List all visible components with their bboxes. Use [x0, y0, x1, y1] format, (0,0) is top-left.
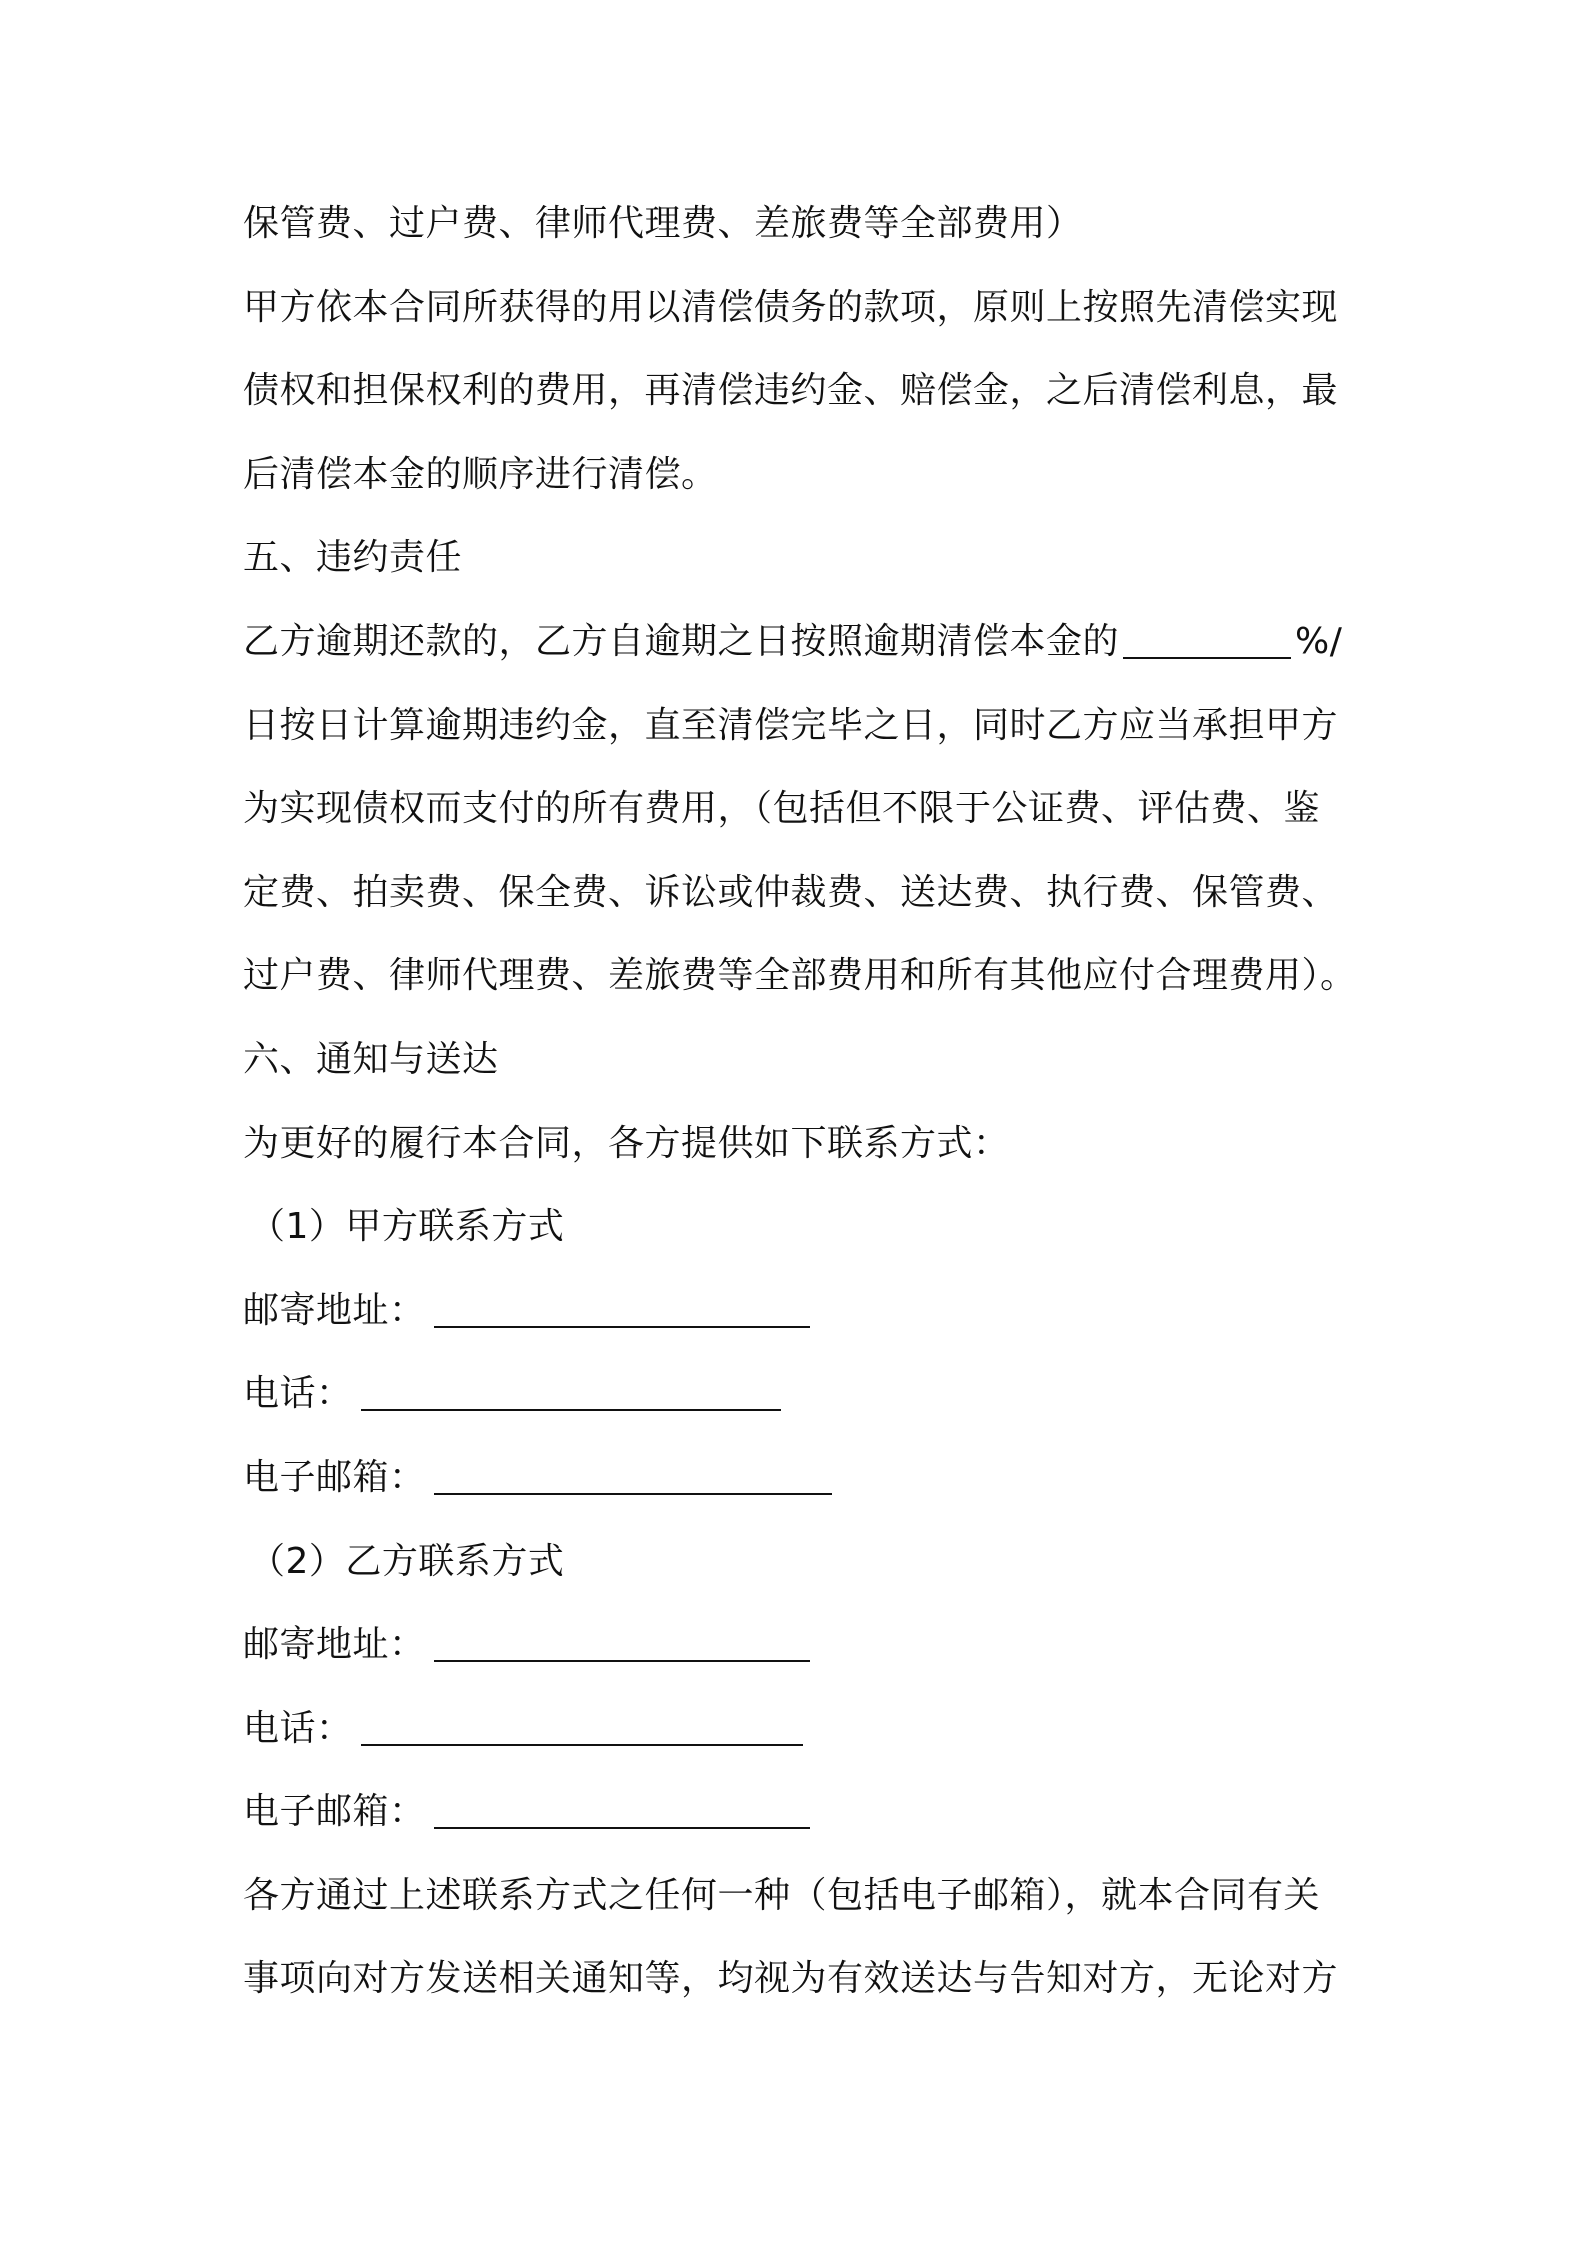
address-blank: [434, 1622, 810, 1662]
paragraph-line: 过户费、律师代理费、差旅费等全部费用和所有其他应付合理费用）。: [243, 955, 1357, 997]
paragraph-line: 后清偿本金的顺序进行清偿。: [243, 453, 718, 495]
address-label: 邮寄地址：: [243, 1289, 426, 1331]
party-b-contact-heading: （2）乙方联系方式: [249, 1540, 565, 1582]
phone-blank: [361, 1706, 803, 1746]
paragraph-line: 甲方依本合同所获得的用以清偿债务的款项，原则上按照先清偿实现: [243, 286, 1339, 328]
party-a-contact-heading: （1）甲方联系方式: [249, 1206, 565, 1248]
party-b-email-row: [243, 1784, 1363, 1868]
email-label: 电子邮箱：: [243, 1456, 426, 1498]
phone-blank: [361, 1371, 781, 1411]
section-heading-notice: 六、通知与送达: [243, 1038, 499, 1080]
phone-label: 电话：: [243, 1707, 353, 1749]
section-heading-breach: 五、违约责任: [243, 537, 463, 579]
party-b-phone-row: [243, 1701, 1363, 1785]
paragraph-line: 日按日计算逾期违约金，直至清偿完毕之日，同时乙方应当承担甲方: [243, 704, 1339, 746]
address-label: 邮寄地址：: [243, 1624, 426, 1666]
paragraph-line: 各方通过上述联系方式之任何一种（包括电子邮箱），就本合同有关: [243, 1874, 1321, 1916]
phone-label: 电话：: [243, 1373, 353, 1415]
paragraph-line: 为更好的履行本合同，各方提供如下联系方式：: [243, 1122, 1010, 1164]
email-blank: [434, 1789, 810, 1829]
party-a-address-row: [243, 1283, 1363, 1367]
party-a-phone-row: [243, 1366, 1363, 1450]
paragraph-line: 保管费、过户费、律师代理费、差旅费等全部费用）: [243, 203, 1083, 244]
party-a-email-row: [243, 1450, 1363, 1534]
document-body: [243, 196, 1363, 2035]
email-blank: [434, 1455, 832, 1495]
rate-blank: [1123, 619, 1291, 659]
paragraph-text: 乙方逾期还款的，乙方自逾期之日按照逾期清偿本金的: [243, 620, 1120, 662]
paragraph-line: 债权和担保权利的费用，再清偿违约金、赔偿金，之后清偿利息，最: [243, 370, 1339, 412]
paragraph-line: 定费、拍卖费、保全费、诉讼或仲裁费、送达费、执行费、保管费、: [243, 871, 1339, 913]
paragraph-line: 为实现债权而支付的所有费用，（包括但不限于公证费、评估费、鉴: [243, 788, 1321, 830]
email-label: 电子邮箱：: [243, 1791, 426, 1833]
address-blank: [434, 1288, 810, 1328]
paragraph-line-with-blank: [243, 614, 1363, 698]
percent-text: %/: [1295, 620, 1343, 662]
paragraph-line: 事项向对方发送相关通知等，均视为有效送达与告知对方，无论对方: [243, 1958, 1339, 2000]
party-b-address-row: [243, 1617, 1363, 1701]
